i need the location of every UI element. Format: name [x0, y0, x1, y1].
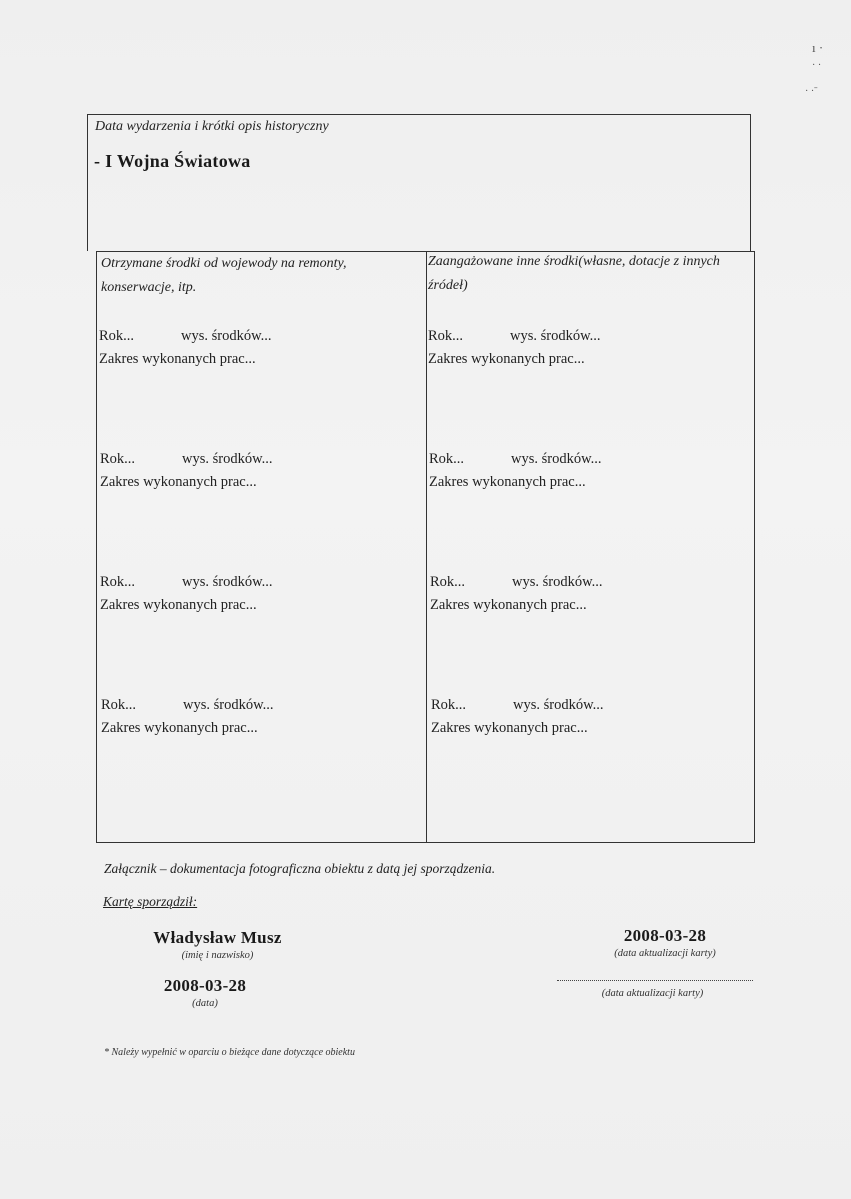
year-field: Rok...	[100, 451, 136, 467]
amount-field: wys. środków...	[182, 574, 273, 590]
amount-field: wys. środków...	[183, 697, 274, 713]
right-entry-3	[430, 574, 603, 614]
amount-field: wys. środków...	[511, 451, 602, 467]
year-field: Rok...	[430, 574, 466, 590]
scope-field: Zakres wykonanych prac...	[430, 597, 587, 613]
update-date-caption-1: (data aktualizacji karty)	[614, 948, 716, 959]
author-caption: (imię i nazwisko)	[181, 950, 254, 961]
right-heading-line1: Zaangażowane inne środki(własne, dotacje z innych	[428, 254, 720, 269]
left-entry-3	[100, 574, 273, 614]
right-column-heading	[428, 250, 720, 298]
left-heading-line1: Otrzymane środki od wojewody na remonty,	[101, 256, 347, 271]
attachment-note: Załącznik – dokumentacja fotograficzna obiektu z datą jej sporządzenia.	[104, 861, 496, 876]
year-field: Rok...	[428, 328, 464, 344]
right-entry-2	[429, 451, 602, 491]
author-name: Władysław Musz	[153, 928, 282, 947]
amount-field: wys. środków...	[182, 451, 273, 467]
update-date-block-2	[570, 986, 735, 999]
left-column-heading	[101, 252, 347, 300]
year-field: Rok...	[429, 451, 465, 467]
funds-grid	[96, 251, 755, 843]
left-entry-1	[99, 328, 272, 368]
left-heading-line2: konserwacje, itp.	[101, 280, 197, 295]
author-block	[130, 928, 305, 961]
amount-field: wys. środków...	[510, 328, 601, 344]
year-field: Rok...	[99, 328, 135, 344]
event-title: - I Wojna Światowa	[94, 151, 251, 171]
event-label: Data wydarzenia i krótki opis historyczny	[95, 119, 329, 134]
year-field: Rok...	[101, 697, 137, 713]
right-entry-1	[428, 328, 601, 368]
year-field: Rok...	[100, 574, 136, 590]
scope-field: Zakres wykonanych prac...	[101, 720, 258, 736]
amount-field: wys. środków...	[512, 574, 603, 590]
year-field: Rok...	[431, 697, 467, 713]
prepared-by-label: Kartę sporządził:	[103, 894, 198, 909]
left-entry-4	[101, 697, 274, 737]
scan-marks: · ·ˉ	[805, 86, 818, 97]
scan-marks: ı · · ·	[812, 40, 824, 71]
right-entry-4	[431, 697, 604, 737]
scope-field: Zakres wykonanych prac...	[429, 474, 586, 490]
scope-field: Zakres wykonanych prac...	[428, 351, 585, 367]
prepared-date-block	[140, 976, 270, 1009]
update-date-2-line	[557, 980, 753, 981]
event-description-box	[87, 114, 751, 251]
amount-field: wys. środków...	[513, 697, 604, 713]
column-divider	[426, 252, 427, 842]
scope-field: Zakres wykonanych prac...	[100, 597, 257, 613]
prepared-date: 2008-03-28	[163, 976, 247, 995]
prepared-date-caption: (data)	[192, 998, 218, 1009]
update-date-caption-2: (data aktualizacji karty)	[601, 988, 704, 999]
update-date-1: 2008-03-28	[623, 926, 707, 945]
scope-field: Zakres wykonanych prac...	[99, 351, 256, 367]
left-entry-2	[100, 451, 273, 491]
right-heading-line2: źródeł)	[428, 278, 468, 293]
update-date-block-1	[585, 926, 745, 959]
amount-field: wys. środków...	[181, 328, 272, 344]
scope-field: Zakres wykonanych prac...	[431, 720, 588, 736]
footnote: * Należy wypełnić w oparciu o bieżące dane dotyczące obiektu	[104, 1047, 355, 1058]
scope-field: Zakres wykonanych prac...	[100, 474, 257, 490]
